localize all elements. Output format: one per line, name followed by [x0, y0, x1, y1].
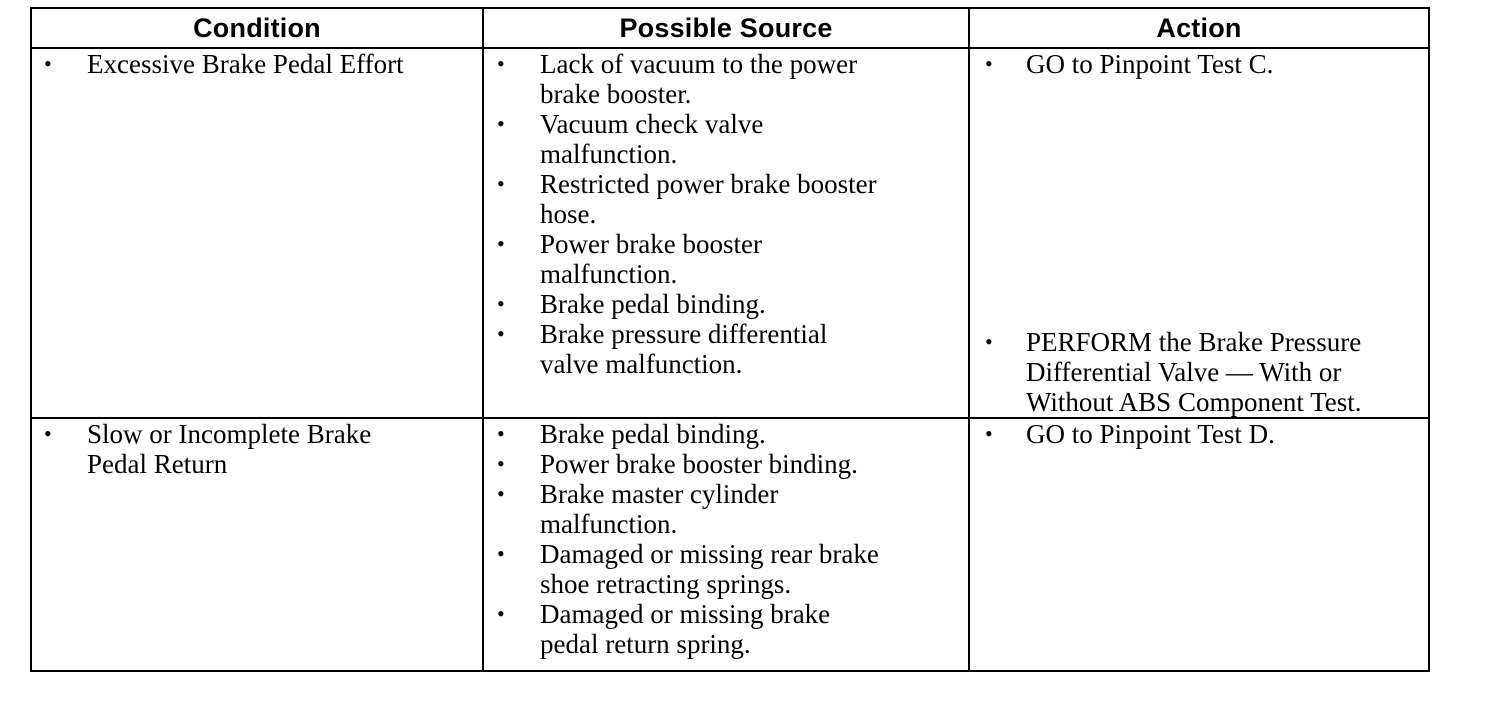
bullet-icon: • — [497, 601, 505, 626]
list-item — [484, 449, 968, 479]
diagnosis-table — [30, 7, 1430, 672]
list-item — [32, 419, 482, 479]
source-text: Power brake booster malfunction. — [540, 229, 762, 289]
header-row — [31, 8, 1429, 48]
list-item — [484, 319, 968, 379]
condition-list — [32, 419, 482, 479]
list-item — [484, 599, 968, 659]
source-text: Vacuum check valve malfunction. — [540, 109, 764, 169]
source-text: Damaged or missing brake pedal return spring. — [540, 599, 831, 659]
action-text: PERFORM the Brake Pressure Differential Valve — With or Without ABS Component Test. — [1026, 327, 1362, 417]
table-row — [31, 48, 1429, 418]
bullet-icon: • — [44, 51, 52, 76]
list-item — [484, 479, 968, 539]
list-item — [32, 49, 482, 79]
source-text: Brake pedal binding. — [540, 419, 766, 449]
action-cell — [969, 418, 1429, 671]
source-text: Power brake booster binding. — [540, 449, 858, 479]
header-condition: Condition — [31, 8, 483, 48]
list-item — [484, 169, 968, 229]
source-text: Lack of vacuum to the power brake booster. — [540, 49, 858, 109]
list-item — [484, 539, 968, 599]
action-list — [970, 49, 1428, 79]
bullet-icon: • — [497, 451, 505, 476]
bullet-icon: • — [497, 291, 505, 316]
condition-cell — [31, 48, 483, 418]
list-item — [484, 49, 968, 109]
action-cell — [969, 48, 1429, 418]
list-item — [970, 49, 1428, 79]
condition-text: Slow or Incomplete Brake Pedal Return — [87, 419, 372, 479]
bullet-icon: • — [497, 321, 505, 346]
table-row — [31, 418, 1429, 671]
action-text: GO to Pinpoint Test D. — [1026, 419, 1275, 449]
bullet-icon: • — [985, 421, 993, 446]
condition-cell — [31, 418, 483, 671]
header-action: Action — [969, 8, 1429, 48]
list-item — [484, 229, 968, 289]
bullet-icon: • — [497, 231, 505, 256]
source-text: Brake pressure differential valve malfunction. — [540, 319, 828, 379]
action-list — [970, 419, 1428, 449]
possible-source-cell — [483, 418, 969, 671]
source-list — [484, 419, 968, 659]
source-text: Damaged or missing rear brake shoe retracting springs. — [540, 539, 879, 599]
bullet-icon: • — [985, 51, 993, 76]
list-item — [484, 109, 968, 169]
list-item — [484, 289, 968, 319]
header-possible-source: Possible Source — [483, 8, 969, 48]
condition-text: Excessive Brake Pedal Effort — [87, 49, 404, 79]
action-list-secondary — [970, 327, 1428, 417]
list-item — [970, 419, 1428, 449]
condition-list — [32, 49, 482, 79]
action-text: GO to Pinpoint Test C. — [1026, 49, 1274, 79]
bullet-icon: • — [985, 329, 993, 354]
list-item — [484, 419, 968, 449]
bullet-icon: • — [497, 171, 505, 196]
possible-source-cell — [483, 48, 969, 418]
source-list — [484, 49, 968, 379]
bullet-icon: • — [497, 51, 505, 76]
bullet-icon: • — [497, 481, 505, 506]
source-text: Brake pedal binding. — [540, 289, 766, 319]
bullet-icon: • — [497, 541, 505, 566]
source-text: Restricted power brake booster hose. — [540, 169, 877, 229]
list-item — [970, 327, 1428, 417]
bullet-icon: • — [44, 421, 52, 446]
source-text: Brake master cylinder malfunction. — [540, 479, 779, 539]
bullet-icon: • — [497, 421, 505, 446]
bullet-icon: • — [497, 111, 505, 136]
